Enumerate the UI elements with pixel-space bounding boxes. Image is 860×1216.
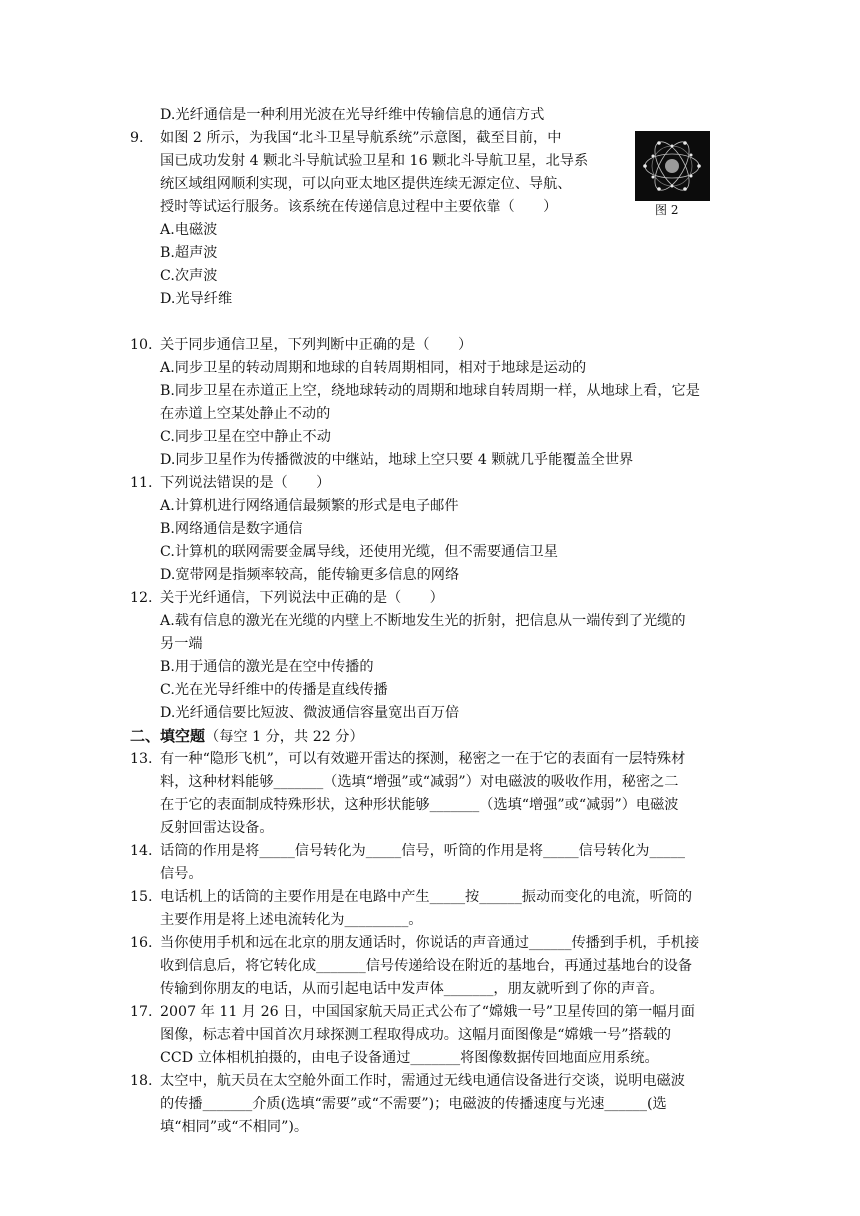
q10-option-b-line-2: 在赤道上空某处静止不动的	[160, 406, 331, 422]
q13-line-1: 有一种“隐形飞机”，可以有效避开雷达的探测，秘密之一在于它的表面有一层特殊材	[160, 751, 686, 767]
q10-option-c: C.同步卫星在空中静止不动	[160, 429, 331, 445]
figure-2-caption: 图 2	[655, 203, 679, 217]
section-2-note: （每空 1 分，共 22 分）	[205, 729, 364, 745]
q16-line-2: 收到信息后，将它转化成_______信号传递给设在附近的基地台，再通过基地台的设备	[160, 958, 693, 974]
q12-option-d: D.光纤通信要比短波、微波通信容量宽出百万倍	[160, 705, 460, 721]
q17-line-3: CCD 立体相机拍摄的，由电子设备通过_______将图像数据传回地面应用系统。	[160, 1050, 659, 1066]
q18-line-3: 填“相同”或“不相同”)。	[160, 1119, 309, 1135]
q9-stem-line-3: 统区域组网顺利实现，可以向亚太地区提供连续无源定位、导航、	[160, 176, 572, 192]
q11-option-a: A.计算机进行网络通信最频繁的形式是电子邮件	[160, 498, 459, 514]
q18-number: 18.	[130, 1073, 153, 1089]
q9-option-b: B.超声波	[160, 245, 218, 261]
section-2-title: 二、填空题	[130, 727, 206, 745]
q9-stem-line-2: 国已成功发射 4 颗北斗导航试验卫星和 16 颗北斗导航卫星，北导系	[160, 153, 589, 169]
q17-line-1: 2007 年 11 月 26 日，中国国家航天局正式公布了“嫦娥一号”卫星传回的第一幅月面	[160, 1004, 695, 1020]
q11-stem: 下列说法错误的是（ ）	[160, 475, 331, 491]
q8-option-d: D.光纤通信是一种利用光波在光导纤维中传输信息的通信方式	[160, 107, 545, 123]
q10-stem: 关于同步通信卫星，下列判断中正确的是（ ）	[160, 337, 473, 353]
q14-number: 14.	[130, 843, 153, 859]
q17-line-2: 图像，标志着中国首次月球探测工程取得成功。这幅月面图像是“嫦娥一号”搭载的	[160, 1027, 672, 1043]
q9-option-d: D.光导纤维	[160, 291, 233, 307]
q13-line-3: 在于它的表面制成特殊形状，这种形状能够_______（选填“增强”或“减弱”）电磁波	[160, 797, 679, 813]
q10-option-a: A.同步卫星的转动周期和地球的自转周期相同，相对于地球是运动的	[160, 360, 587, 376]
q12-stem: 关于光纤通信，下列说法中正确的是（ ）	[160, 590, 444, 606]
q15-number: 15.	[130, 889, 153, 905]
q11-number: 11.	[130, 475, 153, 491]
q12-option-a-line-2: 另一端	[160, 636, 203, 652]
section-2-heading	[130, 725, 364, 748]
q12-option-b: B.用于通信的激光是在空中传播的	[160, 659, 374, 675]
q10-option-b-line-1: B.同步卫星在赤道正上空，绕地球转动的周期和地球自转周期一样，从地球上看，它是	[160, 383, 700, 399]
q14-line-2: 信号。	[160, 866, 203, 882]
q11-option-c: C.计算机的联网需要金属导线，还使用光缆，但不需要通信卫星	[160, 544, 558, 560]
figure-2-image	[635, 131, 710, 201]
q18-line-1: 太空中，航天员在太空舱外面工作时，需通过无线电通信设备进行交谈，说明电磁波	[160, 1073, 685, 1089]
q9-stem-line-1: 如图 2 所示，为我国“北斗卫星导航系统”示意图，截至目前，中	[160, 130, 562, 146]
q12-option-c: C.光在光导纤维中的传播是直线传播	[160, 682, 388, 698]
q13-number: 13.	[130, 751, 153, 767]
q9-stem-line-4: 授时等试运行服务。该系统在传递信息过程中主要依靠（ ）	[160, 199, 558, 215]
q11-option-b: B.网络通信是数字通信	[160, 521, 303, 537]
q12-option-a-line-1: A.载有信息的激光在光缆的内壁上不断地发生光的折射，把信息从一端传到了光缆的	[160, 613, 686, 629]
q10-option-d: D.同步卫星作为传播微波的中继站，地球上空只要 4 颗就几乎能覆盖全世界	[160, 452, 634, 468]
q16-number: 16.	[130, 935, 153, 951]
q15-line-1: 电话机上的话筒的主要作用是在电路中产生_____按______振动而变化的电流，听筒的	[160, 889, 693, 905]
q11-option-d: D.宽带网是指频率较高，能传输更多信息的网络	[160, 567, 460, 583]
q13-line-2: 料，这种材料能够_______（选填“增强”或“减弱”）对电磁波的吸收作用，秘密之二	[160, 774, 679, 790]
q14-line-1: 话筒的作用是将_____信号转化为_____信号，听筒的作用是将_____信号转化为_____	[160, 843, 685, 859]
satellite-constellation-icon	[635, 131, 710, 201]
q16-line-3: 传输到你朋友的电话，从而引起电话中发声体_______，朋友就听到了你的声音。	[160, 981, 664, 997]
q9-option-a: A.电磁波	[160, 222, 218, 238]
q9-number: 9.	[130, 130, 144, 146]
q15-line-2: 主要作用是将上述电流转化为_________。	[160, 912, 423, 928]
q17-number: 17.	[130, 1004, 153, 1020]
q16-line-1: 当你使用手机和远在北京的朋友通话时，你说话的声音通过______传播到手机，手机接	[160, 935, 700, 951]
q13-line-4: 反射回雷达设备。	[160, 820, 274, 836]
q18-line-2: 的传播_______介质(选填“需要”或“不需要”)；电磁波的传播速度与光速______(选	[160, 1096, 667, 1112]
q9-option-c: C.次声波	[160, 268, 218, 284]
q12-number: 12.	[130, 590, 153, 606]
q10-number: 10.	[130, 337, 153, 353]
